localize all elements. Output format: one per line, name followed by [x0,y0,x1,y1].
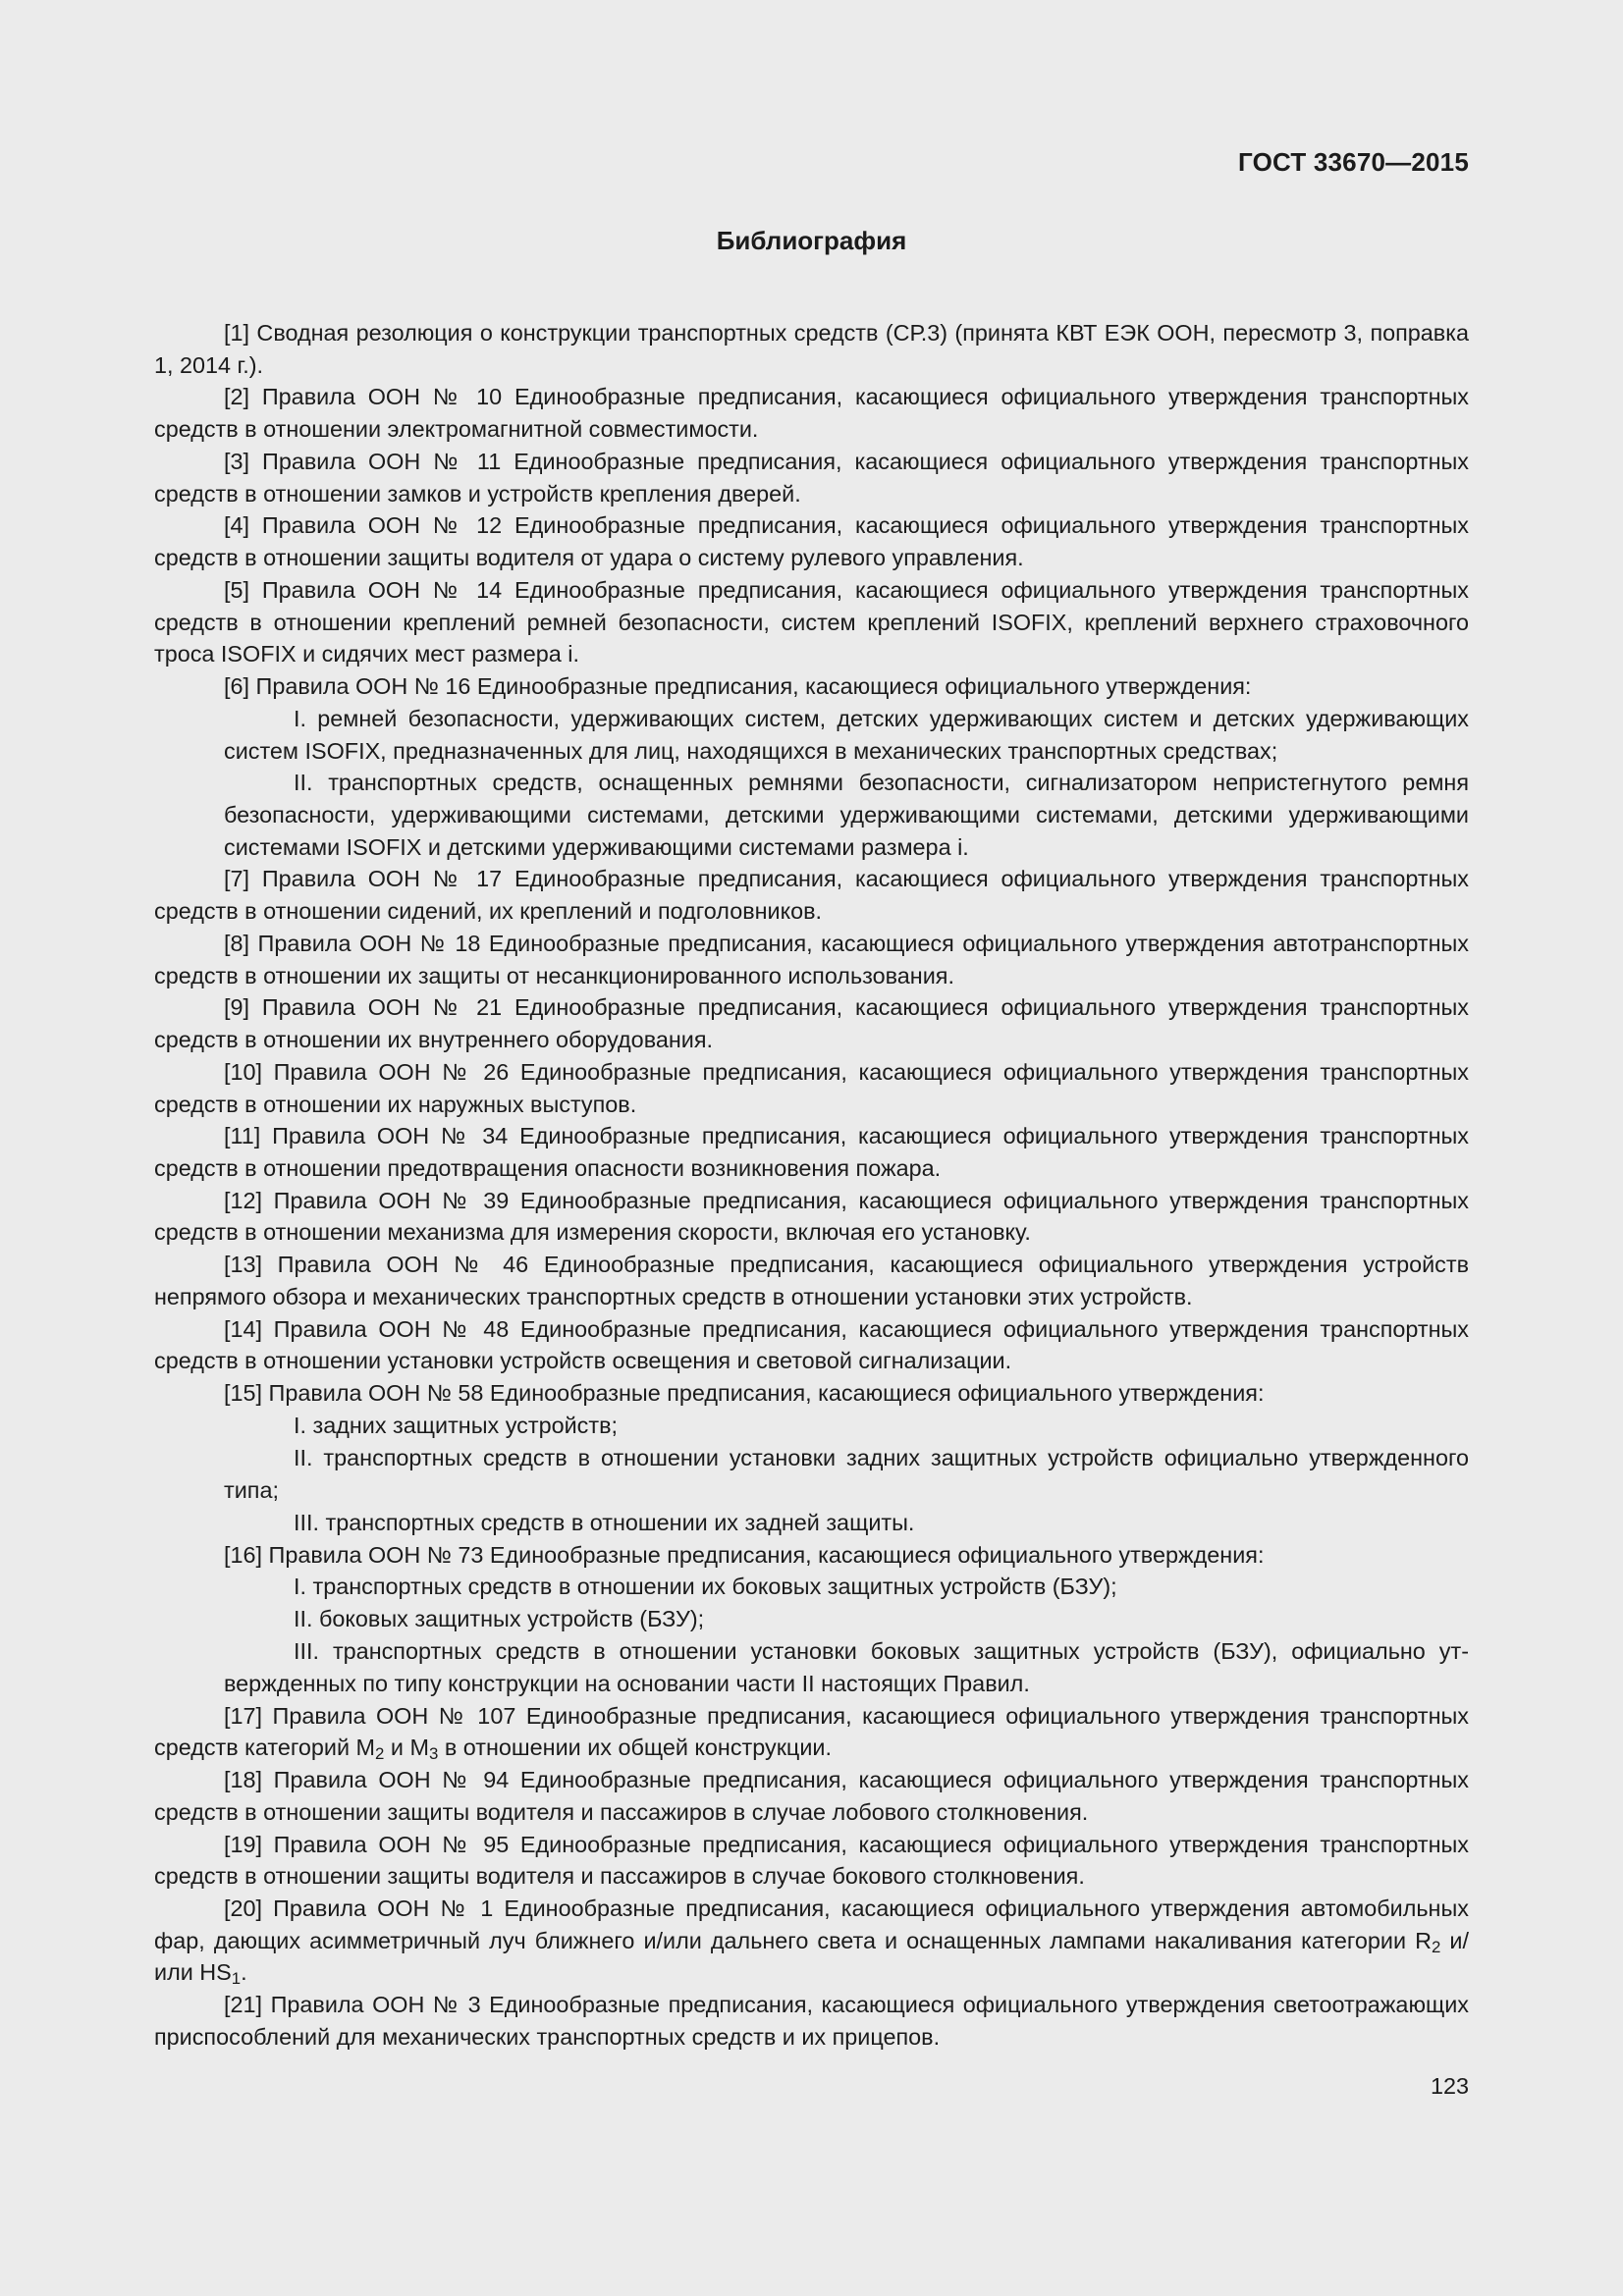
bibliography-subitem: III. транспортных средств в отношении установки боковых защитных устройств (БЗУ), официально утвержденных по типу конструкции на основании части II настоящих Правил. [224,1638,1469,1696]
bibliography-subitem: I. ремней безопасности, удерживающих систем, детских удерживающих систем и детских удерживающих систем ISOFIX, предназначенных для лиц, находящихся в механических транспортных средствах; [224,705,1469,764]
bibliography-entry-13: [13] Правила ООН № 46 Единообразные предписания, касающиеся официального утверждения устройств непрямого обзора и механических транспортных средств в отношении установки этих устройств. [154,1252,1469,1309]
bibliography-entry-20 [154,1893,1469,1989]
bibliography-entry-1: [1] Сводная резолюция о конструкции транспортных средств (СР.3) (принята КВТ ЕЭК ООН, пересмотр 3, поправка 1, 2014 г.). [154,320,1469,378]
entry-text: и/или HS [154,1927,1469,1986]
subscript: 2 [375,1744,385,1764]
subscript: 3 [428,1744,439,1764]
entry-text: [17] Правила ООН № 107 Единообразные предписания, касающиеся официального утверждения транспортных средств категорий M [154,1702,1469,1761]
bibliography-entry-10: [10] Правила ООН № 26 Единообразные предписания, касающиеся официального утверждения транспортных средств в отношении их наружных выступов. [154,1058,1469,1117]
bibliography-entry-4: [4] Правила ООН № 12 Единообразные предписания, касающиеся официального утверждения транспортных средств в отношении защиты водителя от удара о систему рулевого управления. [154,512,1469,571]
bibliography-entry-9: [9] Правила ООН № 21 Единообразные предписания, касающиеся официального утверждения транспортных средств в отношении их внутреннего оборудования. [154,994,1469,1053]
bibliography-entry-8: [8] Правила ООН № 18 Единообразные предписания, касающиеся официального утверждения автотранспортных средств в отношении их защиты от несанкционированного использования. [154,930,1469,988]
bibliography-entry-21: [21] Правила ООН № 3 Единообразные предписания, касающиеся официального утверждения светоотражающих приспособлений для механических транспортных средств и их прицепов. [154,1992,1469,2050]
bibliography-entry-7: [7] Правила ООН № 17 Единообразные предписания, касающиеся официального утверждения транспортных средств в отношении сидений, их креплений и подголовников. [154,866,1469,925]
bibliography-entry-15: [15] Правила ООН № 58 Единообразные предписания, касающиеся официального утверждения: [224,1380,1265,1407]
bibliography-entry-11: [11] Правила ООН № 34 Единообразные предписания, касающиеся официального утверждения транспортных средств в отношении предотвращения опасности возникновения пожара. [154,1123,1469,1181]
document-designation: ГОСТ 33670—2015 [1238,147,1469,177]
bibliography-entry-18: [18] Правила ООН № 94 Единообразные предписания, касающиеся официального утверждения транспортных средств в отношении защиты водителя и пассажиров в случае лобового столкновения. [154,1767,1469,1825]
bibliography-subitem: I. транспортных средств в отношении их боковых защитных устройств (БЗУ); [294,1574,1117,1600]
section-title: Библиография [716,226,907,255]
bibliography-entry-19: [19] Правила ООН № 95 Единообразные предписания, касающиеся официального утверждения транспортных средств в отношении защиты водителя и пассажиров в случае бокового столкновения. [154,1831,1469,1890]
entry-text: [20] Правила ООН № 1 Единообразные предписания, касающиеся официального утверждения автомобильных фар, дающих асимметричный луч ближнего и/или дальнего света и оснащенных лампами накаливания категории R [154,1896,1469,1953]
bibliography-entry-3: [3] Правила ООН № 11 Единообразные предписания, касающиеся официального утверждения транспортных средств в отношении замков и устройств крепления дверей. [154,448,1469,507]
bibliography-subitem: III. транспортных средств в отношении их задней защиты. [294,1509,915,1535]
subscript: 2 [1431,1937,1441,1956]
entry-text: . [241,1959,247,1986]
entry-text: в отношении их общей конструкции. [438,1735,832,1761]
bibliography-list [154,317,1469,2054]
bibliography-entry-12: [12] Правила ООН № 39 Единообразные предписания, касающиеся официального утверждения транспортных средств в отношении механизма для измерения скорости, включая его установку. [154,1187,1469,1246]
subscript: 1 [231,1969,242,1989]
bibliography-entry-5: [5] Правила ООН № 14 Единообразные предписания, касающиеся официального утверждения транспортных средств в отношении креплений ремней безопасности, систем креплений ISOFIX, креплений верхнего страховочного троса ISOFIX и сидячих мест размера i. [154,576,1469,667]
bibliography-subitem: II. боковых защитных устройств (БЗУ); [294,1606,705,1632]
entry-text: и M [384,1735,429,1761]
page-number: 123 [1430,2073,1469,2099]
bibliography-entry-17 [154,1700,1469,1764]
bibliography-subitem: II. транспортных средств в отношении установки задних защитных устройств официально утвержденного типа; [224,1445,1469,1503]
bibliography-entry-14: [14] Правила ООН № 48 Единообразные предписания, касающиеся официального утверждения транспортных средств в отношении установки устройств освещения и световой сигнализации. [154,1315,1469,1374]
bibliography-subitem: II. транспортных средств, оснащенных ремнями безопасности, сигнализатором непристегнутого ремня безопасности, удерживающими системами, детскими удерживающими системами, детскими удерживающими системами ISOFIX и детскими удерживающими системами размера i. [224,770,1469,860]
bibliography-subitem: I. задних защитных устройств; [294,1413,618,1439]
bibliography-entry-16: [16] Правила ООН № 73 Единообразные предписания, касающиеся официального утверждения: [224,1541,1265,1568]
bibliography-entry-2: [2] Правила ООН № 10 Единообразные предписания, касающиеся официального утверждения транспортных средств в отношении электромагнитной совместимости. [154,384,1469,443]
bibliography-entry-6: [6] Правила ООН № 16 Единообразные предписания, касающиеся официального утверждения: [224,673,1252,700]
